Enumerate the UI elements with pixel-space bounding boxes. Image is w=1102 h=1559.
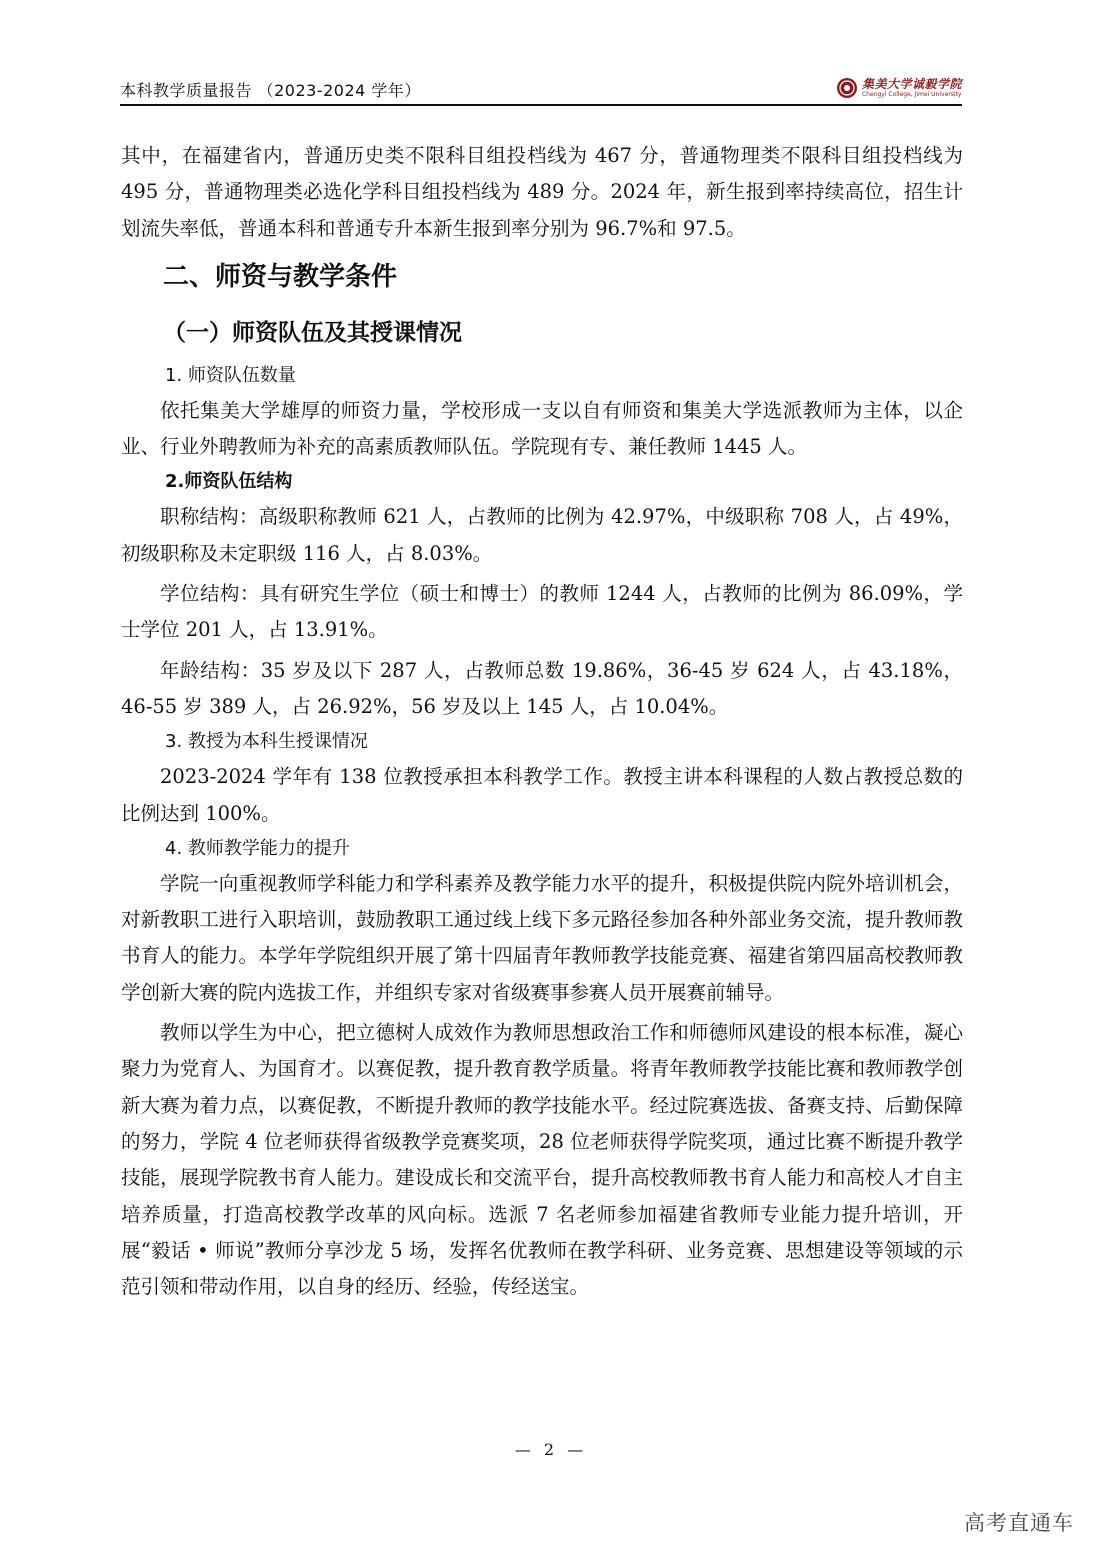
item-heading-teaching-ability: 4. 教师教学能力的提升: [165, 837, 350, 859]
teaching-ability-paragraph-2: 教师以学生为中心，把立德树人成效作为教师思想政治工作和师德师风建设的根本标准，凝心聚力为党育人、为国育才。以赛促教，提升教育教学质量。将青年教师教学技能比赛和教师教学创新大赛为着力点，以赛促教，不断提升教师的教学技能水平。经过院赛选拔、备赛支持、后勤保障的努力，学院 4 位老师获得省级教学竞赛奖项，28 位老师获得学院奖项，通过比赛不断提升教学技能，展现学院教书育人能力。建设成长和交流平台，提升高校教师教书育人能力和高校人才自主培养质量，打造高校教学改革的风向标。选派 7 名老师参加福建省教师专业能力提升培训，开展“毅话 • 师说”教师分享沙龙 5 场，发挥名优教师在教学科研、业务竞赛、思想建设等领域的示范引领和带动作用，以自身的经历、经验，传经送宝。: [121, 1021, 963, 1299]
page-header: [120, 78, 962, 104]
title-structure-paragraph: 职称结构：高级职称教师 621 人，占教师的比例为 42.97%，中级职称 708 人，占 49%，初级职称及未定职级 116 人，占 8.03%。: [121, 505, 963, 565]
faculty-count-paragraph: 依托集美大学雄厚的师资力量，学校形成一支以自有师资和集美大学选派教师为主体，以企业、行业外聘教师为补充的高素质教师队伍。学院现有专、兼任教师 1445 人。: [121, 398, 963, 459]
header-title: 本科教学质量报告 （2023-2024 学年）: [120, 81, 421, 100]
degree-structure-paragraph: 学位结构：具有研究生学位（硕士和博士）的教师 1244 人，占教师的比例为 86.09%，学士学位 201 人，占 13.91%。: [121, 582, 963, 642]
college-logo: [836, 74, 962, 102]
professor-teaching-paragraph: 2023-2024 学年有 138 位教授承担本科教学工作。教授主讲本科课程的人数占教授总数的比例达到 100%。: [121, 765, 963, 825]
age-structure-paragraph: 年龄结构：35 岁及以下 287 人，占教师总数 19.86%，36-45 岁 624 人，占 43.18%，46-55 岁 389 人，占 26.92%，56 岁及以上 145 人，占 10.04%。: [121, 658, 963, 718]
watermark-text: 高考直通车: [964, 1511, 1074, 1535]
page-number: — 2 —: [514, 1440, 588, 1459]
header-divider: [120, 104, 962, 106]
page-content: [121, 138, 963, 1305]
logo-english-name: Chengyi College, Jimei University: [861, 91, 962, 98]
section-heading: 二、师资与教学条件: [163, 261, 398, 292]
intro-paragraph: 其中，在福建省内，普通历史类不限科目组投档线为 467 分，普通物理类不限科目组投档线为 495 分，普通物理类必选化学科目组投档线为 489 分。2024 年，新生报到率持续高位，招生计划流失率低，普通本科和普通专升本新生报到率分别为 96.7%和 97.5。: [121, 144, 963, 240]
item-heading-faculty-structure: 2.师资队伍结构: [165, 471, 293, 493]
teaching-ability-paragraph-1: 学院一向重视教师学科能力和学科素养及教学能力水平的提升，积极提供院内院外培训机会，对新教职工进行入职培训，鼓励教职工通过线上线下多元路径参加各种外部业务交流，提升教师教书育人的能力。本学年学院组织开展了第十四届青年教师教学技能竞赛、福建省第四届高校教师教学创新大赛的院内选拔工作，并组织专家对省级赛事参赛人员开展赛前辅导。: [121, 871, 963, 1004]
college-emblem-icon: [836, 77, 858, 99]
logo-chinese-name: 集美大学诚毅学院: [861, 77, 962, 91]
item-heading-professor-teaching: 3. 教授为本科生授课情况: [165, 731, 368, 753]
item-heading-faculty-count: 1. 师资队伍数量: [165, 364, 296, 386]
subsection-heading: （一）师资队伍及其授课情况: [163, 319, 462, 346]
